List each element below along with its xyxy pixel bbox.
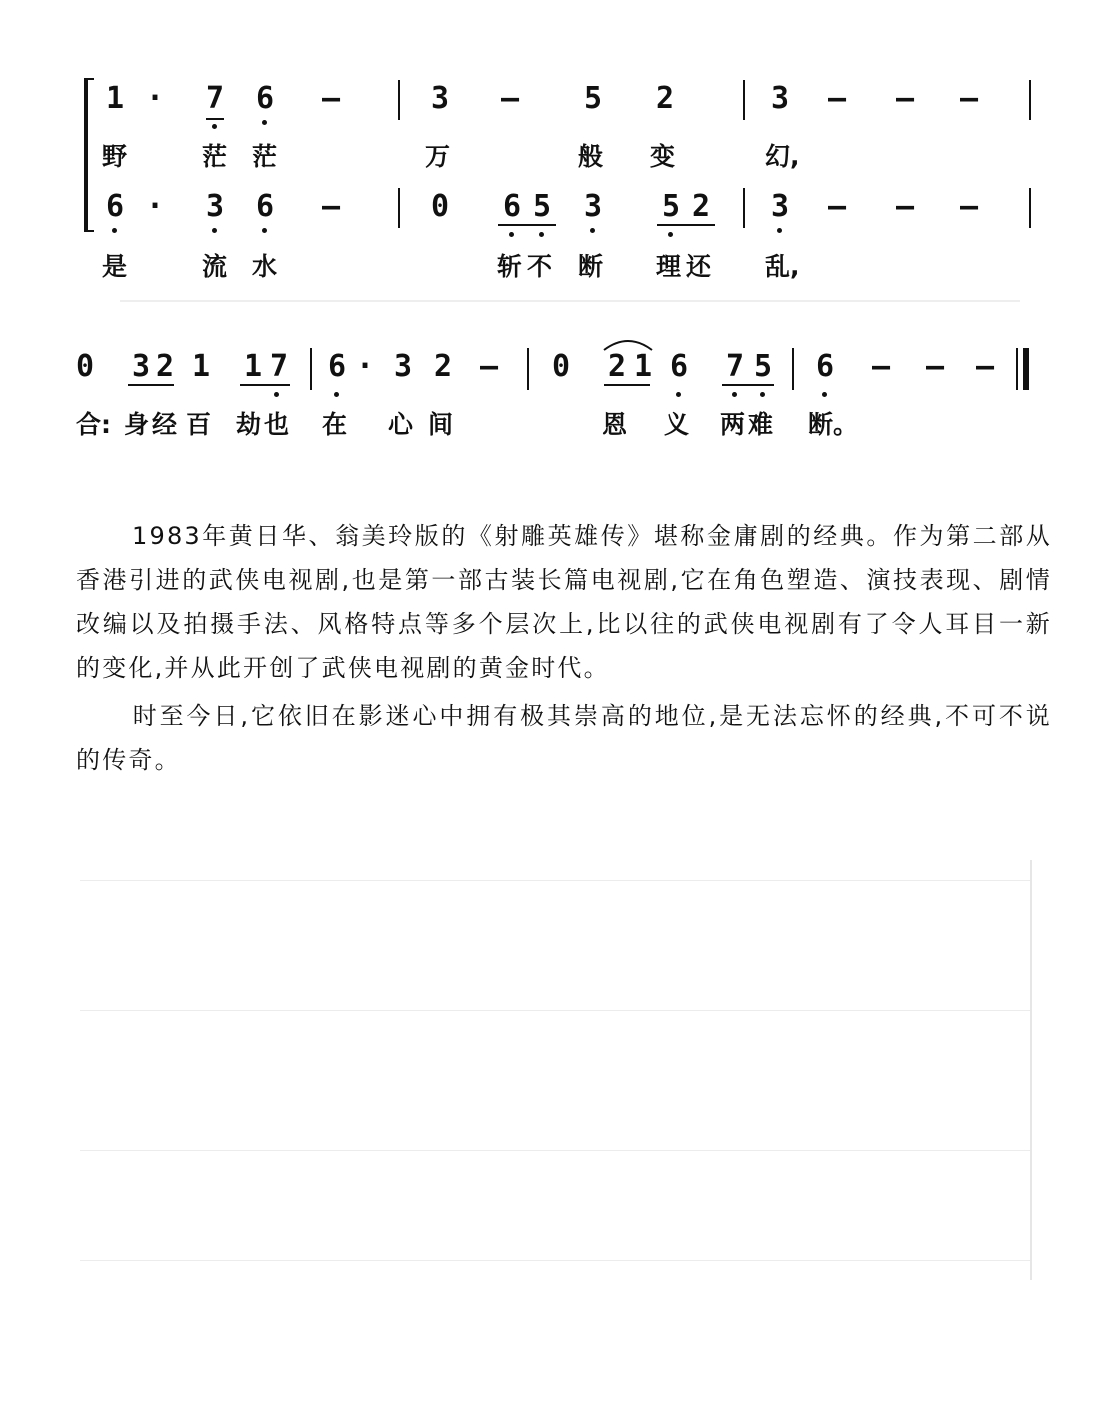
show-through-margin xyxy=(1030,860,1032,1280)
note: 3 xyxy=(393,349,413,384)
underline xyxy=(240,384,290,386)
lyric: 间 xyxy=(428,410,454,439)
note: 0 xyxy=(551,349,571,384)
note: 7 xyxy=(205,81,225,116)
underline xyxy=(206,118,224,120)
octave-dot xyxy=(732,392,737,397)
final-barline-thick xyxy=(1023,348,1029,390)
octave-dot xyxy=(777,228,782,233)
lyric: 劫 xyxy=(236,410,262,439)
lyric: 断 xyxy=(578,252,604,281)
lyric: 水 xyxy=(252,252,278,281)
lyric: 身 xyxy=(124,410,150,439)
lyric: 百 xyxy=(186,410,212,439)
paragraph-text: 1983年黄日华、翁美玲版的《射雕英雄传》堪称金庸剧的经典。作为第二部从香港引进的武侠电视剧,也是第一部古装长篇电视剧,它在角色塑造、演技表现、剧情改编以及拍摄手法、风格特点等多个层次上,比以往的武侠电视剧有了令人耳目一新的变化,并从此开创了武侠电视剧的黄金时代。 xyxy=(76,522,1052,682)
note: 6 xyxy=(669,349,689,384)
lyric: 在 xyxy=(322,410,348,439)
dash: – xyxy=(959,81,979,116)
note: 0 xyxy=(75,349,95,384)
dot-duration: · xyxy=(355,349,375,384)
lyric: 经 xyxy=(152,410,178,439)
lyric: 心 xyxy=(388,410,414,439)
note: 2 xyxy=(655,81,675,116)
underline xyxy=(498,224,556,226)
body-paragraph-1 xyxy=(76,514,1052,690)
dash: – xyxy=(959,189,979,224)
dash: – xyxy=(895,81,915,116)
dot-duration: · xyxy=(145,189,165,224)
underline xyxy=(604,384,650,386)
show-through-line xyxy=(80,1010,1030,1011)
lyric: 野 xyxy=(102,142,128,171)
dot-duration: · xyxy=(145,81,165,116)
note: 6 xyxy=(815,349,835,384)
note: 6 xyxy=(255,189,275,224)
lyric: 般 xyxy=(578,142,604,171)
octave-dot xyxy=(760,392,765,397)
dash: – xyxy=(827,81,847,116)
dash: – xyxy=(871,349,891,384)
note: 0 xyxy=(430,189,450,224)
note: 3 xyxy=(131,349,151,384)
lyric: 难 xyxy=(748,410,774,439)
note: 5 xyxy=(532,189,552,224)
note: 3 xyxy=(770,81,790,116)
octave-dot xyxy=(262,228,267,233)
note: 7 xyxy=(725,349,745,384)
note: 5 xyxy=(583,81,603,116)
octave-dot xyxy=(274,392,279,397)
dash: – xyxy=(925,349,945,384)
octave-dot xyxy=(668,232,673,237)
barline xyxy=(1029,80,1031,120)
show-through-line xyxy=(120,300,1020,302)
dash: – xyxy=(321,189,341,224)
note: 2 xyxy=(691,189,711,224)
note: 5 xyxy=(661,189,681,224)
note: 2 xyxy=(155,349,175,384)
body-paragraph-2 xyxy=(76,694,1052,782)
barline xyxy=(398,80,400,120)
barline xyxy=(1029,188,1031,228)
note: 6 xyxy=(105,189,125,224)
note: 1 xyxy=(633,349,653,384)
underline xyxy=(722,384,774,386)
dash: – xyxy=(500,81,520,116)
final-barline-thin xyxy=(1016,348,1018,390)
lyric: 恩 xyxy=(602,410,628,439)
slur-mark xyxy=(600,334,656,352)
show-through-line xyxy=(80,1260,1030,1261)
chorus-label: 合: xyxy=(76,410,111,439)
barline xyxy=(527,348,529,390)
lyric: 断。 xyxy=(808,410,859,439)
underline xyxy=(128,384,174,386)
lyric: 也 xyxy=(264,410,290,439)
lyric: 两 xyxy=(720,410,746,439)
lyric: 义 xyxy=(664,410,690,439)
dash: – xyxy=(975,349,995,384)
dash: – xyxy=(827,189,847,224)
octave-dot xyxy=(676,392,681,397)
lyric: 幻, xyxy=(765,142,800,171)
octave-dot xyxy=(334,392,339,397)
note: 1 xyxy=(191,349,211,384)
note: 7 xyxy=(269,349,289,384)
note: 3 xyxy=(430,81,450,116)
lyric: 乱, xyxy=(765,252,800,281)
octave-dot xyxy=(212,228,217,233)
octave-dot xyxy=(262,120,267,125)
dash: – xyxy=(321,81,341,116)
octave-dot xyxy=(539,232,544,237)
lyric: 万 xyxy=(425,142,451,171)
note: 3 xyxy=(205,189,225,224)
barline xyxy=(743,80,745,120)
lyric: 理 xyxy=(656,252,682,281)
show-through-line xyxy=(80,880,1030,881)
note: 6 xyxy=(255,81,275,116)
note: 1 xyxy=(105,81,125,116)
dash: – xyxy=(479,349,499,384)
octave-dot xyxy=(509,232,514,237)
paragraph-text: 时至今日,它依旧在影迷心中拥有极其崇高的地位,是无法忘怀的经典,不可不说的传奇。 xyxy=(76,702,1052,774)
dash: – xyxy=(895,189,915,224)
lyric: 还 xyxy=(686,252,712,281)
note: 6 xyxy=(327,349,347,384)
barline xyxy=(398,188,400,228)
lyric: 斩 xyxy=(497,252,523,281)
show-through-line xyxy=(80,1150,1030,1151)
barline xyxy=(743,188,745,228)
note: 3 xyxy=(770,189,790,224)
octave-dot xyxy=(590,228,595,233)
octave-dot xyxy=(822,392,827,397)
octave-dot xyxy=(112,228,117,233)
underline xyxy=(657,224,715,226)
lyric: 变 xyxy=(650,142,676,171)
note: 1 xyxy=(243,349,263,384)
lyric: 是 xyxy=(102,252,128,281)
barline xyxy=(310,348,312,390)
note: 3 xyxy=(583,189,603,224)
lyric: 流 xyxy=(202,252,228,281)
lyric: 不 xyxy=(527,252,553,281)
octave-dot xyxy=(212,124,217,129)
system-bracket xyxy=(84,78,94,232)
note: 2 xyxy=(433,349,453,384)
lyric: 茫 xyxy=(202,142,228,171)
barline xyxy=(792,348,794,390)
note: 6 xyxy=(502,189,522,224)
lyric: 茫 xyxy=(252,142,278,171)
note: 5 xyxy=(753,349,773,384)
note: 2 xyxy=(607,349,627,384)
